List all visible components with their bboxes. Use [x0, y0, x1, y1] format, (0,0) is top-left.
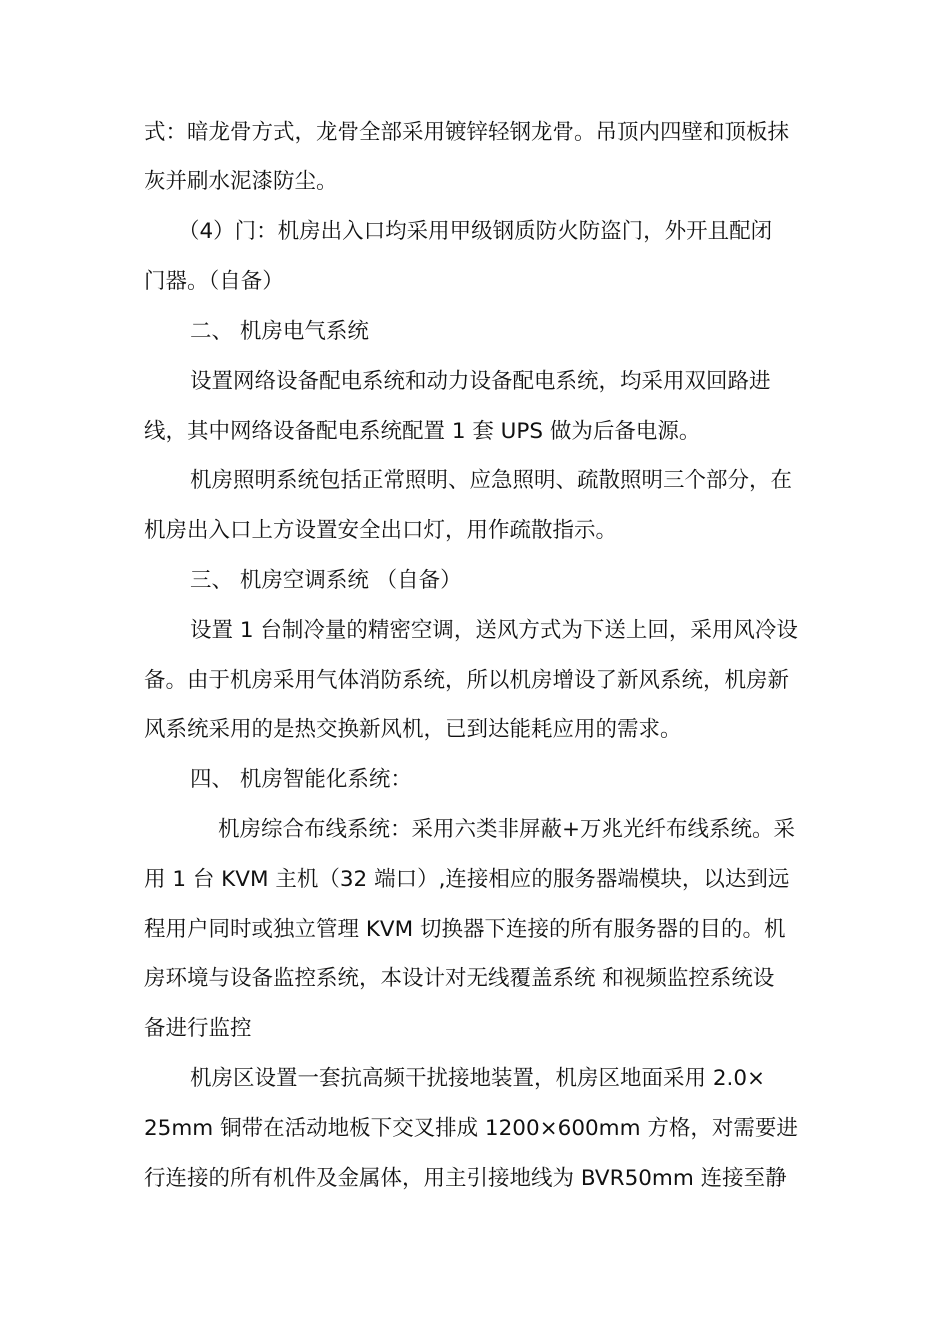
- text-line: 25mm 铜带在活动地板下交叉排成 1200×600mm 方格，对需要进: [144, 1116, 798, 1141]
- text-line: 门器。（自备）: [144, 269, 284, 294]
- text-line: 程用户同时或独立管理 KVM 切换器下连接的所有服务器的目的。机: [144, 917, 786, 942]
- text-line: 用 1 台 KVM 主机（32 端口）,连接相应的服务器端模块，以达到远: [144, 867, 790, 892]
- text-line: 房环境与设备监控系统，本设计对无线覆盖系统 和视频监控系统设: [144, 966, 775, 991]
- text-line: 机房区设置一套抗高频干扰接地装置，机房区地面采用 2.0×: [190, 1066, 766, 1091]
- text-line: 机房综合布线系统：采用六类非屏蔽+万兆光纤布线系统。采: [218, 817, 796, 842]
- text-line: 机房出入口上方设置安全出口灯，用作疏散指示。: [144, 518, 618, 543]
- text-line: 式：暗龙骨方式，龙骨全部采用镀锌轻钢龙骨。吊顶内四壁和顶板抹: [144, 120, 790, 145]
- section-heading: 三、 机房空调系统 （自备）: [190, 568, 462, 593]
- text-line: （4）门：机房出入口均采用甲级钢质防火防盗门，外开且配闭: [178, 219, 773, 244]
- text-line: 备进行监控: [144, 1016, 252, 1041]
- text-line: 风系统采用的是热交换新风机，已到达能耗应用的需求。: [144, 717, 682, 742]
- text-line: 设置 1 台制冷量的精密空调，送风方式为下送上回，采用风冷设: [190, 618, 798, 643]
- text-line: 线，其中网络设备配电系统配置 1 套 UPS 做为后备电源。: [144, 419, 701, 444]
- text-line: 设置网络设备配电系统和动力设备配电系统，均采用双回路进: [190, 369, 771, 394]
- section-heading: 四、 机房智能化系统：: [190, 767, 412, 792]
- text-line: 行连接的所有机件及金属体，用主引接地线为 BVR50mm 连接至静: [144, 1166, 787, 1191]
- section-heading: 二、 机房电气系统: [190, 319, 369, 344]
- text-line: 备。由于机房采用气体消防系统，所以机房增设了新风系统，机房新: [144, 668, 790, 693]
- text-line: 机房照明系统包括正常照明、应急照明、疏散照明三个部分，在: [190, 468, 793, 493]
- text-line: 灰并刷水泥漆防尘。: [144, 169, 338, 194]
